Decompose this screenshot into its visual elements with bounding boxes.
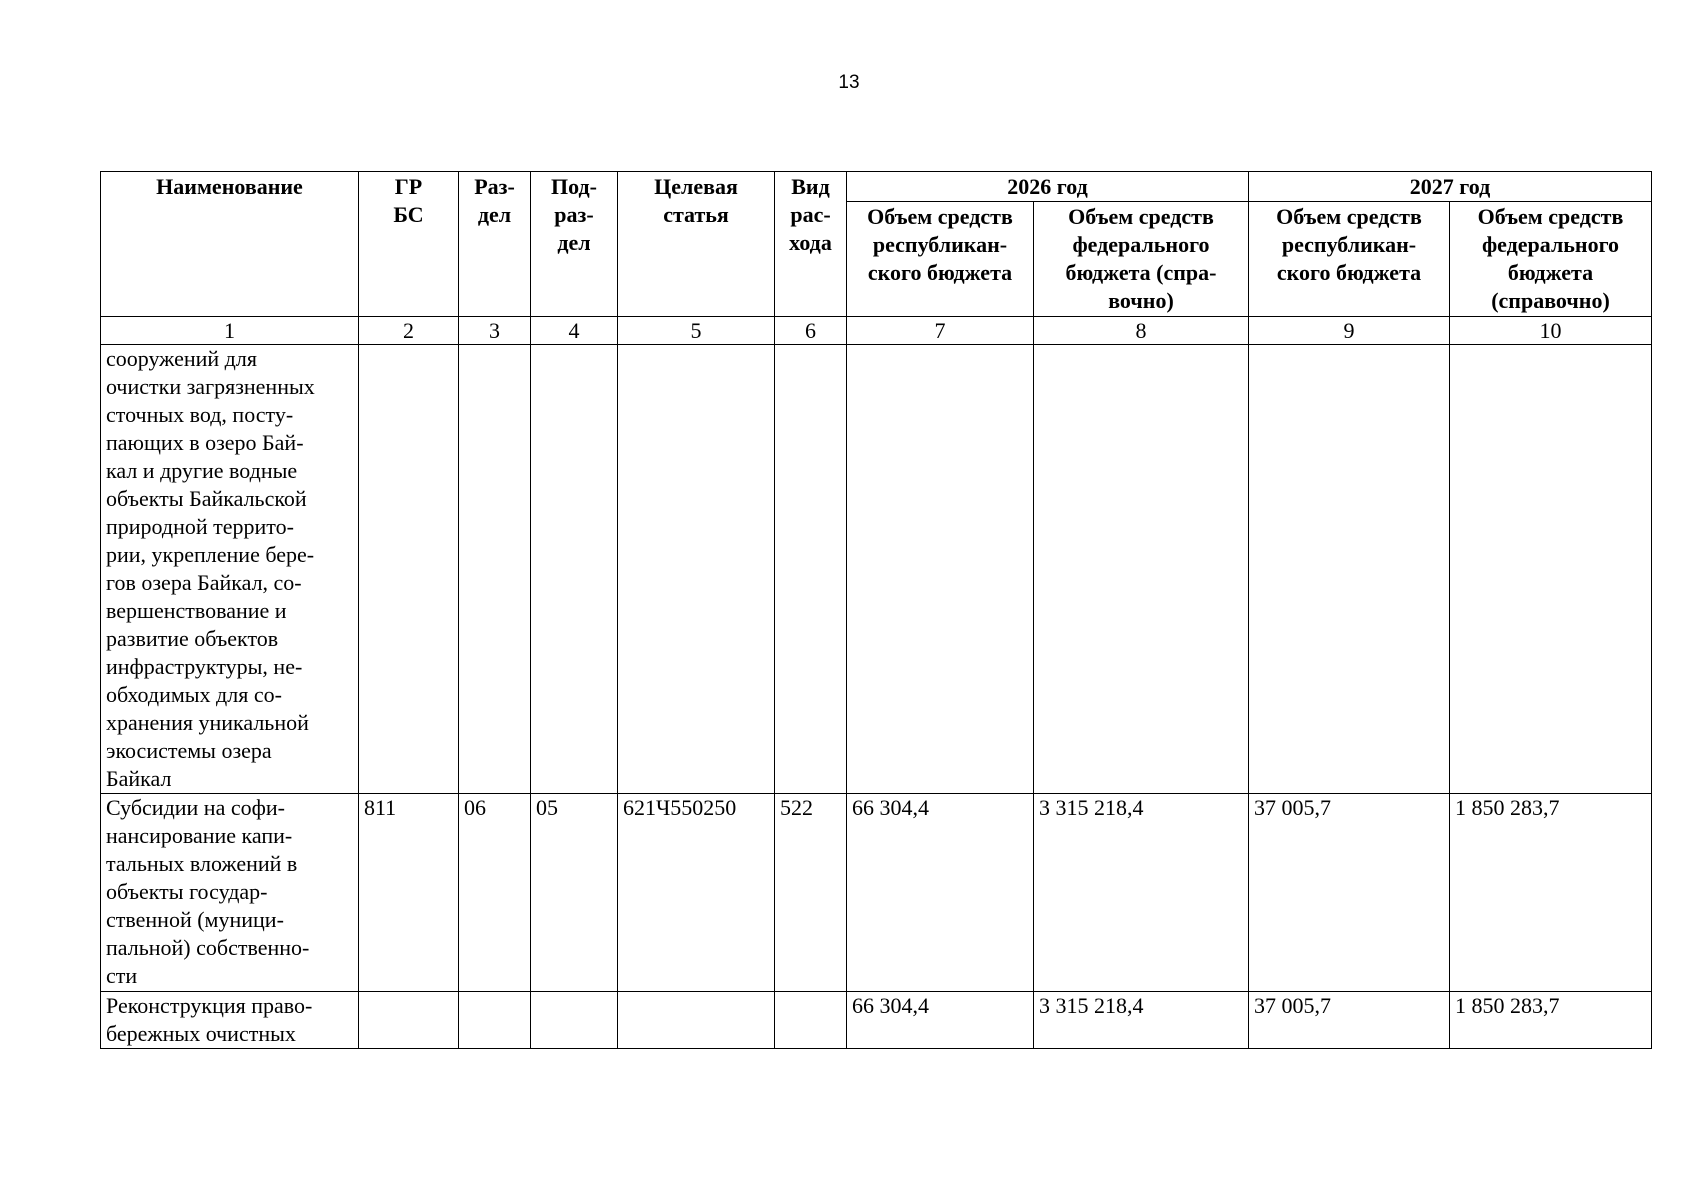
cell-target-article: [618, 992, 775, 1049]
cell-podrazdel: [531, 345, 618, 794]
page-number: 13: [838, 72, 860, 93]
header-fed-budget-2026: Объем средств федерального бюджета (спра- вочно): [1034, 202, 1249, 317]
cell-fed-2027: [1450, 345, 1652, 794]
row-name: Субсидии на софи- нансирование капи- тальных вложений в объекты государ- ственной (муници- пальной) собственно- сти: [101, 794, 359, 992]
cell-razdel: 06: [459, 794, 531, 992]
cell-rep-2027: [1249, 345, 1450, 794]
cell-expense-type: [775, 345, 847, 794]
cell-fed-2027: 1 850 283,7: [1450, 794, 1652, 992]
header-row-top: [101, 172, 1652, 202]
cell-razdel: [459, 992, 531, 1049]
cell-rep-2027: 37 005,7: [1249, 992, 1450, 1049]
column-number: 8: [1034, 317, 1249, 345]
budget-table: [100, 171, 1652, 1049]
table-row: [101, 794, 1652, 992]
header-rep-budget-2026: Объем средств республикан- ского бюджета: [847, 202, 1034, 317]
cell-podrazdel: [531, 992, 618, 1049]
cell-fed-2026: [1034, 345, 1249, 794]
column-number: 4: [531, 317, 618, 345]
header-fed-budget-2027: Объем средств федерального бюджета (справочно): [1450, 202, 1652, 317]
column-number: 7: [847, 317, 1034, 345]
column-number: 10: [1450, 317, 1652, 345]
column-number: 1: [101, 317, 359, 345]
column-number: 3: [459, 317, 531, 345]
cell-grbs: [359, 345, 459, 794]
row-name: Реконструкция право- бережных очистных: [101, 992, 359, 1049]
table-row: [101, 992, 1652, 1049]
cell-fed-2027: 1 850 283,7: [1450, 992, 1652, 1049]
cell-target-article: 621Ч550250: [618, 794, 775, 992]
cell-fed-2026: 3 315 218,4: [1034, 794, 1249, 992]
header-name: Наименование: [101, 172, 359, 317]
cell-expense-type: [775, 992, 847, 1049]
cell-rep-2026: 66 304,4: [847, 992, 1034, 1049]
column-number: 9: [1249, 317, 1450, 345]
cell-rep-2026: [847, 345, 1034, 794]
cell-rep-2026: 66 304,4: [847, 794, 1034, 992]
table-row: [101, 345, 1652, 794]
cell-razdel: [459, 345, 531, 794]
header-year-2026: 2026 год: [847, 172, 1249, 202]
cell-grbs: 811: [359, 794, 459, 992]
header-rep-budget-2027: Объем средств республикан- ского бюджета: [1249, 202, 1450, 317]
header-year-2027: 2027 год: [1249, 172, 1652, 202]
column-number-row: [101, 317, 1652, 345]
column-number: 5: [618, 317, 775, 345]
header-grbs: ГР БС: [359, 172, 459, 317]
header-target-article: Целевая статья: [618, 172, 775, 317]
header-razdel: Раз- дел: [459, 172, 531, 317]
row-name: сооружений для очистки загрязненных сточных вод, посту- пающих в озеро Бай- кал и другие водные объекты Байкальской природной террито- рии, укрепление бере- гов озера Байкал, со- вершенствование и развитие объектов инфраструктуры, не- обходимых для со- хранения уникальной экосистемы озера Байкал: [101, 345, 359, 794]
cell-rep-2027: 37 005,7: [1249, 794, 1450, 992]
cell-expense-type: 522: [775, 794, 847, 992]
cell-target-article: [618, 345, 775, 794]
column-number: 2: [359, 317, 459, 345]
column-number: 6: [775, 317, 847, 345]
header-expense-type: Вид рас- хода: [775, 172, 847, 317]
cell-fed-2026: 3 315 218,4: [1034, 992, 1249, 1049]
cell-grbs: [359, 992, 459, 1049]
header-podrazdel: Под- раз- дел: [531, 172, 618, 317]
cell-podrazdel: 05: [531, 794, 618, 992]
